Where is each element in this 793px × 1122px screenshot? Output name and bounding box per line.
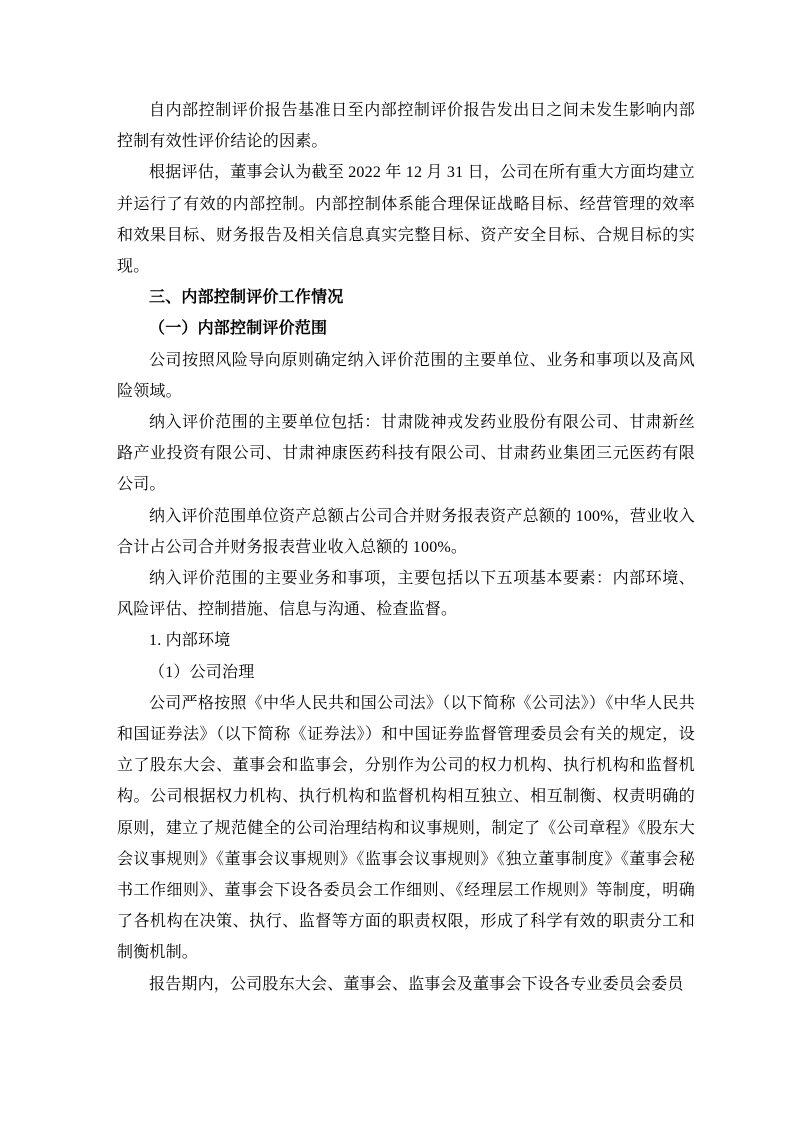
document-text-block [117, 95, 695, 1000]
heading-subsection-one-evaluation-scope: （一）内部控制评价范围 [149, 320, 328, 338]
paragraph-baseline-date-statement: 自内部控制评价报告基准日至内部控制评价报告发出日之间未发生影响内部控制有效性评价结论的因素。 [117, 102, 695, 151]
paragraph-governance-structure-detail: 公司严格按照《中华人民共和国公司法》（以下简称《公司法》）《中华人民共和国证券法》（以下简称《证券法》）和中国证券监督管理委员会有关的规定，设立了股东大会、董事会和监事会，分别作为公司的权力机构、执行机构和监督机构。公司根据权力机构、执行机构和监督机构相互独立、相互制衡、权责明确的原则，建立了规范健全的公司治理结构和议事规则，制定了《公司章程》《股东大会议事规则》《董事会议事规则》《监事会议事规则》《独立董事制度》《董事会秘书工作细则》、董事会下设各委员会工作细则、《经理层工作规则》等制度，明确了各机构在决策、执行、监督等方面的职责权限，形成了科学有效的职责分工和制衡机制。 [117, 694, 695, 962]
paragraph-scope-coverage-percentages: 纳入评价范围单位资产总额占公司合并财务报表资产总额的 100%，营业收入合计占公司合并财务报表营业收入总额的 100%。 [117, 507, 695, 556]
heading-section-three-evaluation-work: 三、内部控制评价工作情况 [149, 289, 344, 307]
list-item-corporate-governance: （1）公司治理 [149, 663, 255, 681]
paragraph-units-in-scope: 纳入评价范围的主要单位包括：甘肃陇神戎发药业股份有限公司、甘肃新丝路产业投资有限公司、甘肃神康医药科技有限公司、甘肃药业集团三元医药有限公司。 [117, 414, 695, 494]
list-item-internal-environment: 1. 内部环境 [149, 632, 231, 650]
paragraph-five-basic-elements: 纳入评价范围的主要业务和事项，主要包括以下五项基本要素：内部环境、风险评估、控制措施、信息与沟通、检查监督。 [117, 570, 695, 619]
paragraph-reporting-period-intro: 报告期内，公司股东大会、董事会、监事会及董事会下设各专业委员会委员 [149, 975, 684, 993]
paragraph-risk-oriented-principle: 公司按照风险导向原则确定纳入评价范围的主要单位、业务和事项以及高风险领域。 [117, 351, 695, 400]
paragraph-board-assessment: 根据评估，董事会认为截至 2022 年 12 月 31 日，公司在所有重大方面均建立并运行了有效的内部控制。内部控制体系能合理保证战略目标、经营管理的效率和效果目标、财务报告及相关信息真实完整目标、资产安全目标、合规目标的实现。 [117, 164, 695, 276]
